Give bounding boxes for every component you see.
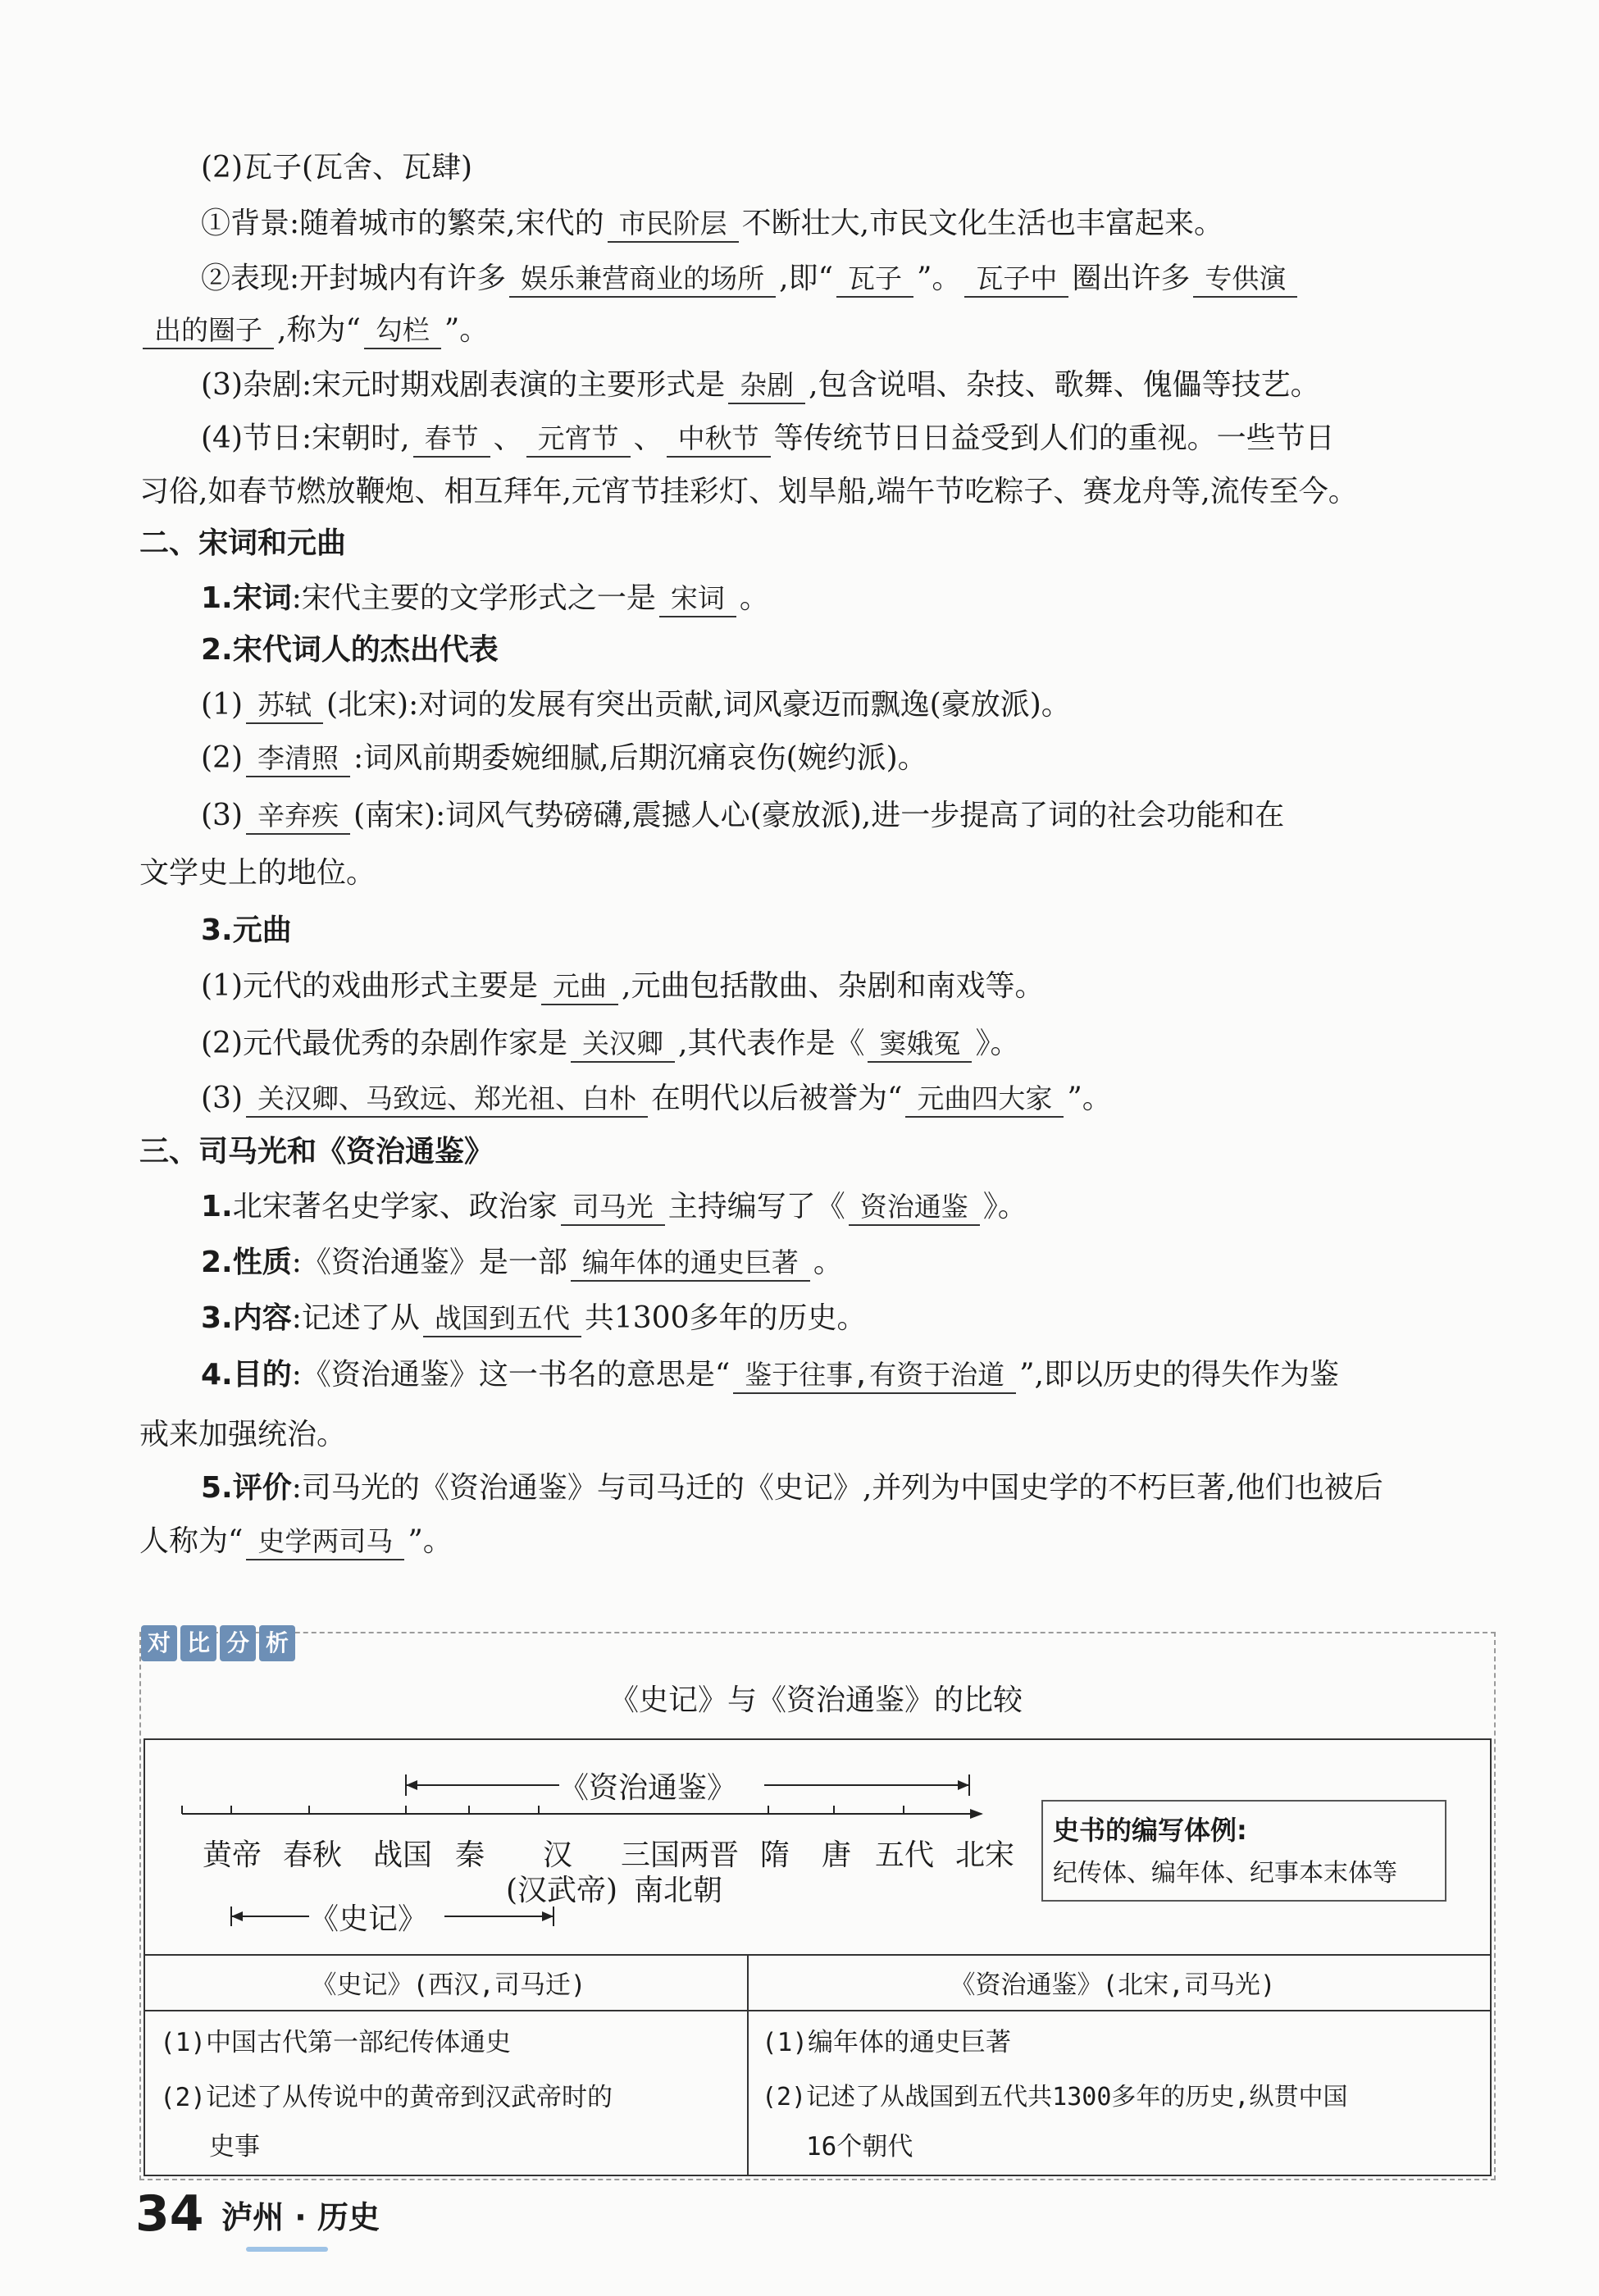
item-label: 3.元曲 [201, 913, 292, 947]
text-line [139, 853, 1492, 894]
text-run: ”。 [408, 1524, 453, 1558]
text-run: (北宋):对词的发展有突出贡献,词风豪迈而飘逸(豪放派)。 [326, 688, 1071, 722]
writing-style-note [1041, 1800, 1446, 1902]
text-run: ②表现:开封城内有许多 [201, 262, 507, 295]
column-header-zizhitongjian: 《资治通鉴》(北宋,司马光) [950, 1970, 1276, 2000]
text-line [201, 910, 1492, 951]
text-run: 戒来加强统治。 [139, 1418, 347, 1451]
shiji-point-1: (1)中国古代第一部纪传体通史 [160, 2028, 511, 2057]
text-run: 北宋著名史学家、政治家 [232, 1190, 558, 1223]
text-run: 》。 [982, 1190, 1027, 1223]
dynasty-label: 秦 [455, 1838, 485, 1872]
item-label: 4.目的 [201, 1358, 292, 1392]
comparison-title: 《史记》与《资治通鉴》的比较 [608, 1683, 1023, 1717]
note-body: 纪传体、编年体、纪事本末体等 [1053, 1859, 1397, 1888]
answer-blank: 宋词 [659, 581, 736, 617]
answer-blank: 专供演 [1193, 262, 1297, 298]
answer-blank: 春节 [413, 421, 490, 458]
text-run: (2)瓦子(瓦舍、瓦肆) [201, 151, 473, 184]
column-header-shiji: 《史记》(西汉,司马迁) [311, 1970, 586, 2000]
text-run: 不断壮大,市民文化生活也丰富起来。 [741, 207, 1224, 240]
note-title: 史书的编写体例: [1053, 1815, 1247, 1846]
text-line [201, 1078, 1492, 1119]
zizhi-point-1: (1)编年体的通史巨著 [762, 2028, 1011, 2057]
section-heading: 三、司马光和《资治通鉴》 [139, 1135, 494, 1168]
book-label: 泸州 · 历史 [221, 2198, 380, 2235]
item-label: 2.性质 [201, 1246, 292, 1279]
text-line [201, 1355, 1492, 1396]
text-run: ①背景:随着城市的繁荣,宋代的 [201, 207, 604, 240]
text-run: :宋代主要的文学形式之一是 [291, 581, 656, 615]
text-line [201, 685, 1492, 726]
answer-blank: 关汉卿、马致远、郑光祖、白朴 [246, 1082, 648, 1118]
answer-blank: 瓦子 [836, 262, 913, 298]
answer-blank: 鉴于往事,有资于治道 [733, 1358, 1016, 1394]
text-run: :司马光的《资治通鉴》与司马迁的《史记》,并列为中国史学的不朽巨著,他们也被后 [291, 1471, 1383, 1505]
answer-blank: 辛弃疾 [246, 799, 350, 835]
tag-char: 析 [259, 1625, 295, 1661]
item-label: 2.宋代词人的杰出代表 [201, 633, 499, 667]
answer-blank: 苏轼 [246, 688, 323, 724]
text-run: 习俗,如春节燃放鞭炮、相互拜年,元宵节挂彩灯、划旱船,端午节吃粽子、赛龙舟等,流传至今。 [139, 475, 1358, 508]
item-label: 1.宋词 [201, 581, 292, 615]
text-line [201, 203, 1492, 244]
dynasty-label: 北宋 [955, 1838, 1015, 1872]
text-run: 圈出许多 [1072, 262, 1191, 295]
answer-blank: 勾栏 [364, 313, 441, 349]
item-label: 5.评价 [201, 1471, 292, 1505]
dynasty-label: 隋 [760, 1838, 790, 1872]
page-footer [135, 2185, 380, 2243]
section-heading: 二、宋词和元曲 [139, 526, 347, 560]
text-run: ”,即以历史的得失作为鉴 [1019, 1358, 1340, 1392]
text-run: (2) [201, 741, 243, 775]
text-line [201, 148, 1492, 189]
tag-char: 分 [220, 1625, 256, 1661]
text-run: 等传统节日日益受到人们的重视。一些节日 [773, 421, 1335, 455]
dynasty-label: 五代 [875, 1838, 935, 1872]
text-line [201, 1298, 1492, 1339]
answer-blank: 元宵节 [526, 421, 631, 458]
text-line [201, 1023, 1492, 1064]
text-run: 。 [739, 581, 769, 615]
text-run: ,其代表作是《 [678, 1027, 865, 1060]
answer-blank: 出的圈子 [143, 313, 274, 349]
text-run: :词风前期委婉细腻,后期沉痛哀伤(婉约派)。 [353, 741, 927, 775]
text-line [139, 1414, 1492, 1456]
answer-blank: 史学两司马 [246, 1524, 404, 1560]
text-line [139, 310, 1492, 351]
text-run: (3) [201, 799, 243, 832]
answer-blank: 元曲四大家 [905, 1082, 1064, 1118]
answer-blank: 杂剧 [728, 368, 805, 404]
text-line [139, 1132, 1492, 1173]
text-line [201, 966, 1492, 1007]
text-line [201, 795, 1492, 836]
text-line [201, 738, 1492, 779]
answer-blank: 元曲 [541, 969, 618, 1005]
text-run: :记述了从 [291, 1301, 420, 1335]
page-number: 34 [135, 2185, 204, 2243]
answer-blank: 李清照 [246, 741, 350, 777]
text-run: ”。 [1067, 1082, 1112, 1115]
text-line [201, 1242, 1492, 1283]
text-line [201, 1468, 1492, 1509]
shiji-point-2: (2)记述了从传说中的黄帝到汉武帝时的 [160, 2083, 613, 2112]
answer-blank: 关汉卿 [571, 1027, 675, 1063]
answer-blank: 瓦子中 [964, 262, 1068, 298]
dynasty-sublabel: (汉武帝) [506, 1874, 618, 1907]
dynasty-label: 三国两晋 [621, 1838, 740, 1872]
text-run: :《资治通鉴》这一书名的意思是“ [291, 1358, 731, 1392]
dynasty-label: 唐 [822, 1838, 852, 1872]
text-run: 》。 [975, 1027, 1020, 1060]
text-run: (1) [201, 688, 243, 722]
answer-blank: 市民阶层 [608, 207, 739, 243]
text-run: ,即“ [779, 262, 833, 295]
answer-blank: 司马光 [561, 1190, 665, 1226]
text-run: 共1300多年的历史。 [584, 1301, 867, 1335]
text-run: ,称为“ [277, 313, 361, 347]
item-label: 3.内容 [201, 1301, 292, 1335]
answer-blank: 娱乐兼营商业的场所 [509, 262, 776, 298]
text-run: 文学史上的地位。 [139, 856, 376, 890]
text-run: 人称为“ [139, 1524, 244, 1558]
range-label-shiji: 《史记》 [309, 1902, 428, 1936]
answer-blank: 战国到五代 [423, 1301, 581, 1337]
item-label: 1. [201, 1190, 233, 1223]
text-run: 、 [633, 421, 663, 455]
text-line [139, 1521, 1492, 1562]
text-line [201, 630, 1492, 671]
text-run: :《资治通鉴》是一部 [291, 1246, 567, 1279]
text-run: ”。 [917, 262, 962, 295]
answer-blank: 中秋节 [667, 421, 771, 458]
text-run: ”。 [444, 313, 490, 347]
text-line [139, 523, 1492, 564]
dynasty-label: 黄帝 [203, 1838, 262, 1872]
text-line [201, 365, 1492, 406]
footer-accent [246, 2247, 328, 2252]
text-run: (4)节日:宋朝时, [201, 421, 410, 455]
text-run: (3) [201, 1082, 243, 1115]
text-run: 、 [493, 421, 523, 455]
text-run: ,元曲包括散曲、杂剧和南戏等。 [622, 969, 1045, 1003]
text-run: 。 [813, 1246, 843, 1279]
text-run: ,包含说唱、杂技、歌舞、傀儡等技艺。 [809, 368, 1320, 402]
text-line [201, 418, 1492, 459]
text-run: 在明代以后被誉为“ [651, 1082, 903, 1115]
dynasty-label: 春秋 [283, 1838, 343, 1872]
range-label-zizhitongjian: 《资治通鉴》 [559, 1771, 737, 1805]
answer-blank: 编年体的通史巨著 [571, 1246, 810, 1282]
tag-char: 比 [180, 1625, 216, 1661]
answer-blank: 窦娥冤 [868, 1027, 972, 1063]
zizhi-point-2-cont: 16个朝代 [806, 2132, 913, 2162]
tag-char: 对 [141, 1625, 177, 1661]
text-run: (3)杂剧:宋元时期戏剧表演的主要形式是 [201, 368, 726, 402]
dynasty-label: 汉 [543, 1838, 573, 1872]
text-run: (2)元代最优秀的杂剧作家是 [201, 1027, 567, 1060]
text-run: 主持编写了《 [667, 1190, 845, 1223]
dynasty-sublabel: 南北朝 [634, 1874, 723, 1907]
text-run: (南宋):词风气势磅礴,震撼人心(豪放派),进一步提高了词的社会功能和在 [353, 799, 1285, 832]
text-line [201, 578, 1492, 619]
text-run: (1)元代的戏曲形式主要是 [201, 969, 538, 1003]
text-line [201, 1187, 1492, 1228]
zizhi-point-2: (2)记述了从战国到五代共1300多年的历史,纵贯中国 [762, 2083, 1348, 2112]
text-line [139, 472, 1492, 512]
text-line [201, 258, 1492, 299]
shiji-point-2-cont: 史事 [209, 2132, 260, 2162]
comparison-tag [141, 1625, 295, 1661]
dynasty-label: 战国 [373, 1838, 433, 1872]
answer-blank: 资治通鉴 [849, 1190, 980, 1226]
